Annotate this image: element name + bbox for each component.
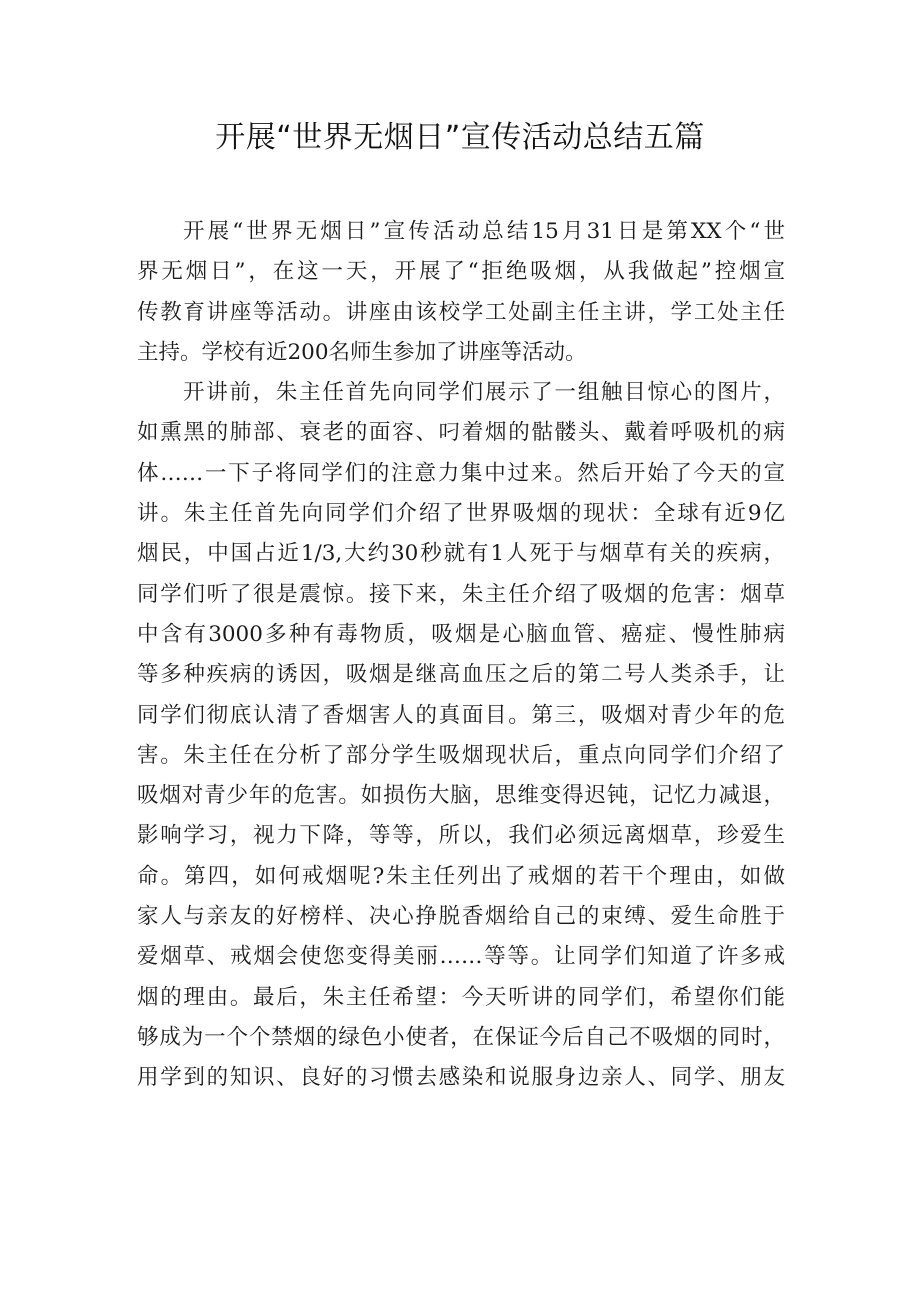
paragraph-2-line-14: 家人与亲友的好榜样、决心挣脱香烟给自己的束缚、爱生命胜于: [137, 904, 785, 930]
paragraph-2-line-3: 体……一下子将同学们的注意力集中过来。然后开始了今天的宣: [137, 460, 785, 486]
paragraph-2-line-11: 吸烟对青少年的危害。如损伤大脑，思维变得迟钝，记忆力减退，: [137, 783, 785, 809]
paragraph-2-line-17: 够成为一个个禁烟的绿色小使者，在保证今后自己不吸烟的同时，: [137, 1024, 785, 1050]
paragraph-2-line-4: 讲。朱主任首先向同学们介绍了世界吸烟的现状：全球有近9亿: [137, 501, 785, 527]
paragraph-1-line-2: 界无烟日”，在这一天，开展了“拒绝吸烟，从我做起”控烟宣: [137, 259, 785, 285]
paragraph-2-line-9: 同学们彻底认清了香烟害人的真面目。第三，吸烟对青少年的危: [137, 702, 785, 728]
paragraph-2-line-5: 烟民，中国占近1/3,大约30秒就有1人死于与烟草有关的疾病，: [137, 541, 785, 567]
paragraph-1-line-4: 主持。学校有近200名师生参加了讲座等活动。: [137, 339, 587, 365]
paragraph-2-line-15: 爱烟草、戒烟会使您变得美丽……等等。让同学们知道了许多戒: [137, 944, 785, 970]
paragraph-2-line-1: 开讲前，朱主任首先向同学们展示了一组触目惊心的图片，: [183, 380, 785, 406]
document-title: 开展“世界无烟日”宣传活动总结五篇: [215, 120, 705, 155]
paragraph-2-line-13: 命。第四，如何戒烟呢?朱主任列出了戒烟的若干个理由，如做: [137, 863, 785, 889]
paragraph-2-line-6: 同学们听了很是震惊。接下来，朱主任介绍了吸烟的危害：烟草: [137, 581, 785, 607]
paragraph-2-line-2: 如熏黑的肺部、衰老的面容、叼着烟的骷髅头、戴着呼吸机的病: [137, 420, 785, 446]
paragraph-2-line-8: 等多种疾病的诱因，吸烟是继高血压之后的第二号人类杀手，让: [137, 662, 785, 688]
paragraph-2-line-10: 害。朱主任在分析了部分学生吸烟现状后，重点向同学们介绍了: [137, 742, 785, 768]
paragraph-2: [137, 373, 785, 1098]
paragraph-2-line-12: 影响学习，视力下降，等等，所以，我们必须远离烟草，珍爱生: [137, 823, 785, 849]
paragraph-1-line-1: 开展“世界无烟日”宣传活动总结15月31日是第XX个“世: [183, 219, 785, 244]
paragraph-1-line-3: 传教育讲座等活动。讲座由该校学工处副主任主讲，学工处主任: [137, 299, 785, 325]
document-body: [137, 212, 785, 1099]
paragraph-2-line-7: 中含有3000多种有毒物质，吸烟是心脑血管、癌症、慢性肺病: [137, 621, 785, 647]
paragraph-2-line-16: 烟的理由。最后，朱主任希望：今天听讲的同学们，希望你们能: [137, 984, 785, 1010]
paragraph-2-line-18: 用学到的知识、良好的习惯去感染和说服身边亲人、同学、朋友: [137, 1065, 785, 1091]
paragraph-1: [137, 212, 785, 373]
